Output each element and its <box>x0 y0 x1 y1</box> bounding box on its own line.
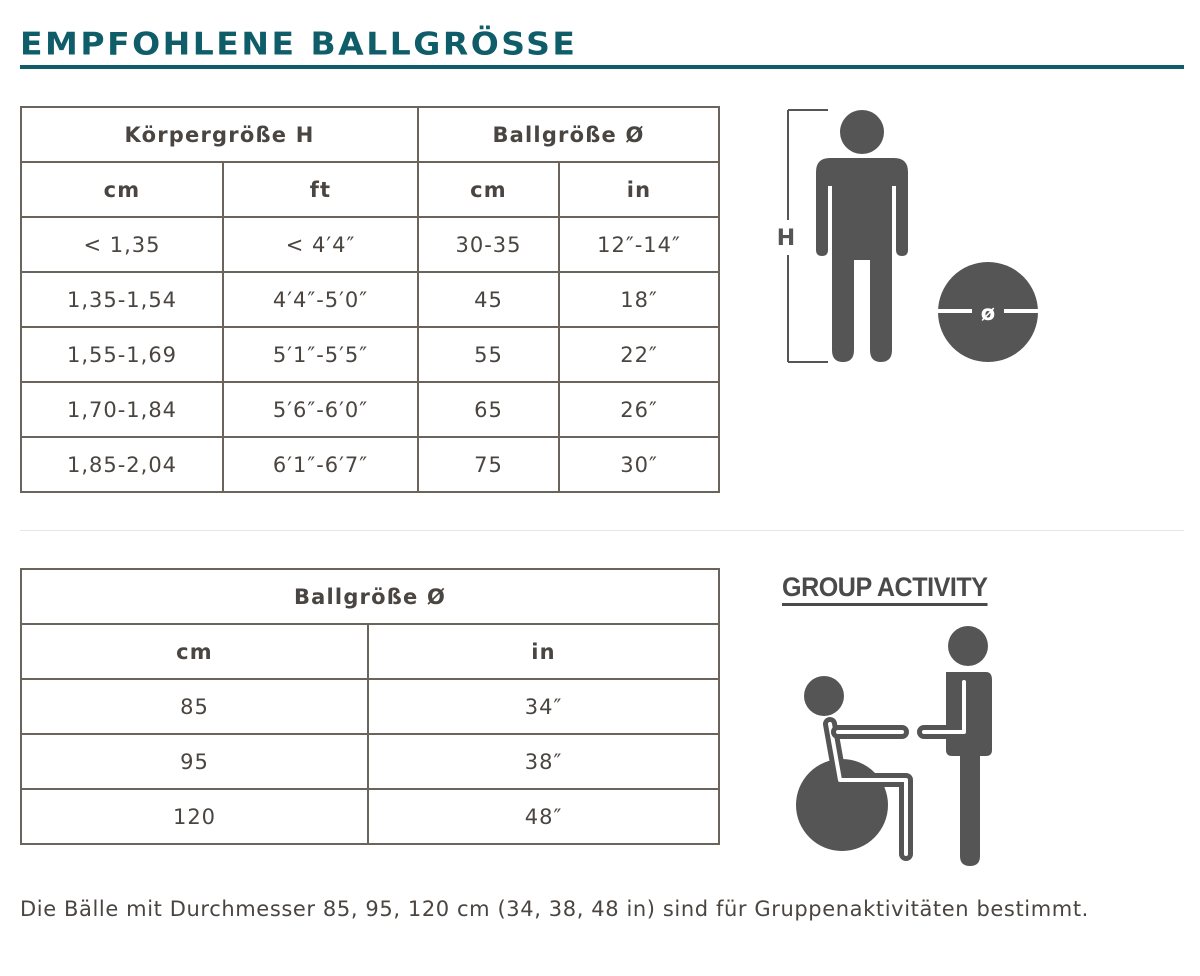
table-row <box>21 272 719 327</box>
unit-cell: in <box>559 162 719 217</box>
height-label: H <box>776 226 796 251</box>
table-cell: 4′4″-5′0″ <box>223 272 418 327</box>
wheelchair-ball-assist-icon <box>790 620 1010 870</box>
unit-cell: cm <box>418 162 559 217</box>
table-cell: 38″ <box>368 734 719 789</box>
person-icon <box>816 110 908 362</box>
table-row <box>21 382 719 437</box>
table-cell: 85 <box>21 679 368 734</box>
table-cell: < 1,35 <box>21 217 223 272</box>
height-ball-figure <box>770 100 1060 375</box>
header-body-height: Körpergröße H <box>21 107 418 162</box>
table-cell: 12″-14″ <box>559 217 719 272</box>
unit-cell: cm <box>21 624 368 679</box>
table-cell: 5′6″-6′0″ <box>223 382 418 437</box>
header-ball-size: Ballgröße Ø <box>21 569 719 624</box>
table-header-row <box>21 107 719 162</box>
table-cell: 1,35-1,54 <box>21 272 223 327</box>
table-cell: 45 <box>418 272 559 327</box>
table-cell: 120 <box>21 789 368 844</box>
table-cell: 6′1″-6′7″ <box>223 437 418 492</box>
unit-cell: ft <box>223 162 418 217</box>
group-activity-label: GROUP ACTIVITY <box>782 572 988 606</box>
section-divider <box>20 530 1184 531</box>
table-cell: 18″ <box>559 272 719 327</box>
table-row <box>21 327 719 382</box>
group-ball-note: Die Bälle mit Durchmesser 85, 95, 120 cm (34, 38, 48 in) sind für Gruppenaktivitäten bestimmt. <box>20 897 1089 921</box>
table-cell: 1,55-1,69 <box>21 327 223 382</box>
table-cell: 48″ <box>368 789 719 844</box>
table-row <box>21 217 719 272</box>
table-cell: 22″ <box>559 327 719 382</box>
table-cell: 55 <box>418 327 559 382</box>
unit-cell: cm <box>21 162 223 217</box>
diameter-label: ø <box>980 301 996 325</box>
group-ball-size-table <box>20 568 720 845</box>
page-title: EMPFOHLENE BALLGRÖSSE <box>20 25 578 63</box>
table-row <box>21 789 719 844</box>
unit-cell: in <box>368 624 719 679</box>
table-cell: 75 <box>418 437 559 492</box>
table-cell: 34″ <box>368 679 719 734</box>
table-row <box>21 679 719 734</box>
header-ball-size: Ballgröße Ø <box>418 107 719 162</box>
table-cell: 5′1″-5′5″ <box>223 327 418 382</box>
table-row <box>21 437 719 492</box>
table-cell: 30″ <box>559 437 719 492</box>
table-cell: 95 <box>21 734 368 789</box>
body-height-ball-size-table <box>20 106 720 493</box>
table-cell: 65 <box>418 382 559 437</box>
table-cell: 1,85-2,04 <box>21 437 223 492</box>
table-cell: < 4′4″ <box>223 217 418 272</box>
table-cell: 26″ <box>559 382 719 437</box>
table-cell: 1,70-1,84 <box>21 382 223 437</box>
table-cell: 30-35 <box>418 217 559 272</box>
table-row <box>21 734 719 789</box>
table-header-row <box>21 569 719 624</box>
table-units-row <box>21 624 719 679</box>
table-units-row <box>21 162 719 217</box>
title-underline <box>20 65 1184 69</box>
